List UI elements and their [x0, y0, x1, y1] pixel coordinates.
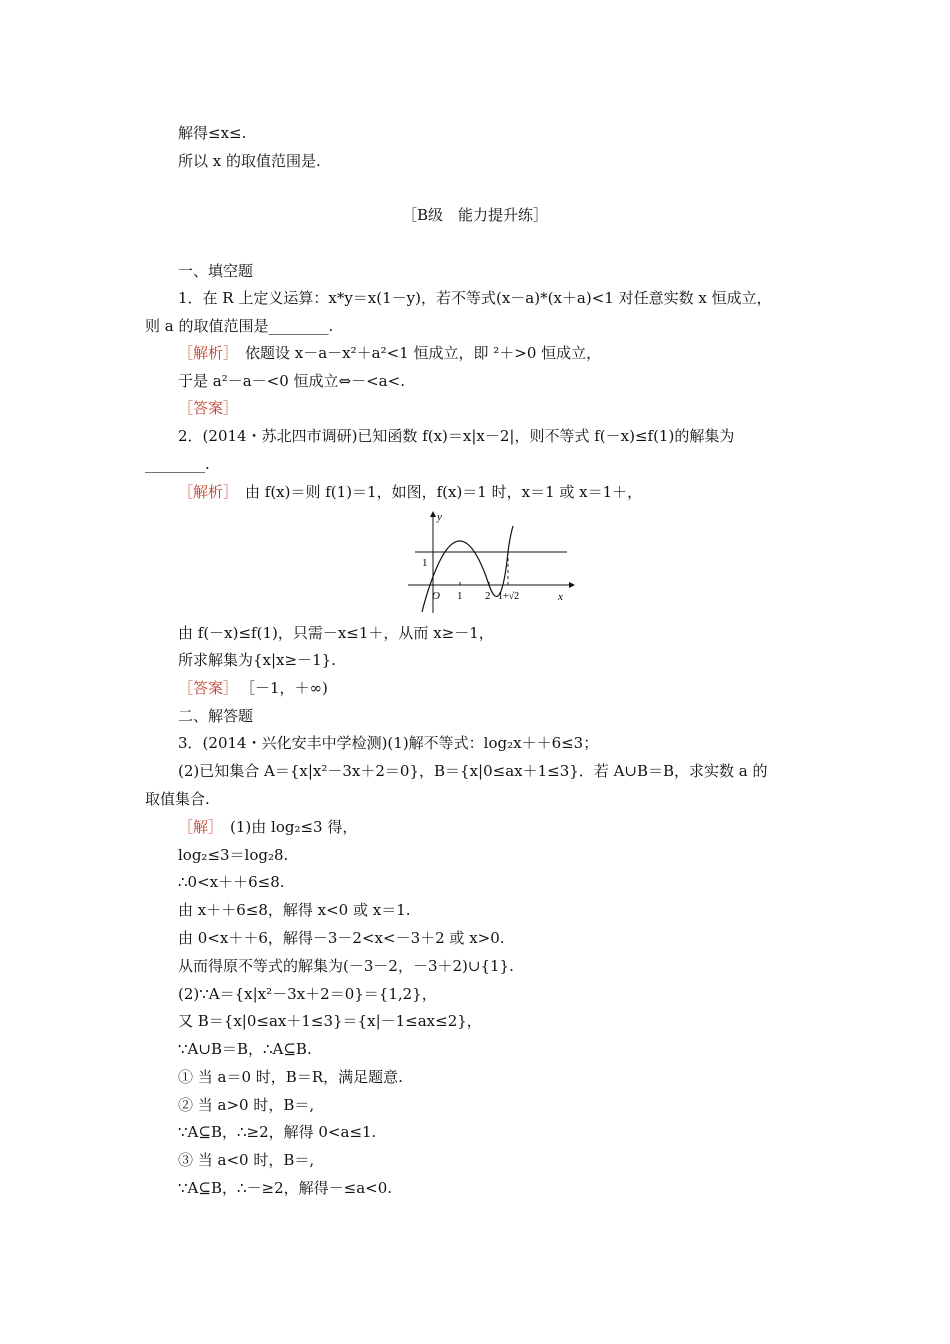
q2-analysis-text-2: 由 f(－x)≤f(1)，只需－x≤1＋，从而 x≥－1， [178, 624, 494, 642]
q2-text-cont: ________. [145, 455, 210, 473]
q3-part2-text: (2)已知集合 A＝{x|x²－3x＋2＝0}，B＝{x|0≤ax＋1≤3}．若 A∪B＝B，求实数 a 的 [178, 762, 768, 780]
q2-analysis-tag: ［解析］ [178, 483, 239, 501]
q3-solution-line-4: 由 x＋＋6≤8，解得 x<0 或 x＝1. [178, 901, 411, 919]
q3-solution-line-13: ③ 当 a<0 时，B＝, [178, 1151, 315, 1169]
line-solve-result: 解得≤x≤. [178, 124, 247, 142]
q3-solution-line-9: ∵A∪B＝B，∴A⊆B. [178, 1040, 312, 1058]
q1-text: 1．在 R 上定义运算：x*y＝x(1－y)，若不等式(x－a)*(x＋a)<1 对任意实数 x 恒成立， [178, 289, 772, 307]
q1-text-cont: 则 a 的取值范围是________. [145, 317, 334, 335]
q2-analysis-text-3: 所求解集为{x|x≥－1}. [178, 651, 336, 669]
q3-solution-line-3: ∴0<x＋＋6≤8. [178, 873, 285, 891]
q3-solution-line-10: ① 当 a＝0 时，B＝R，满足题意. [178, 1068, 403, 1086]
q2-text: 2．(2014・苏北四市调研)已知函数 f(x)＝x|x－2|，则不等式 f(－x)≤f(1)的解集为 [178, 427, 735, 445]
q1-answer-tag: ［答案］ [178, 399, 239, 417]
q1-analysis-tag: ［解析］ [178, 344, 239, 362]
graph-y-label: y [437, 511, 442, 523]
q3-solution-line-14: ∵A⊆B，∴－≥2，解得－≤a<0. [178, 1179, 393, 1197]
q3-solution-line-1: (1)由 log₂≤3 得， [230, 818, 358, 836]
graph-origin-label: O [432, 590, 440, 602]
graph-x-label: x [558, 591, 563, 603]
q3-solution-line-8: 又 B＝{x|0≤ax＋1≤3}＝{x|－1≤ax≤2}， [178, 1012, 482, 1030]
graph-y-tick-1: 1 [422, 557, 428, 569]
q3-part2-text-cont: 取值集合. [145, 790, 210, 808]
q3-part1-text: 3．(2014・兴化安丰中学检测)(1)解不等式：log₂x＋＋6≤3； [178, 734, 599, 752]
q3-solution-line-5: 由 0<x＋＋6，解得－3－2<x<－3＋2 或 x>0. [178, 929, 505, 947]
q3-solution-line-7: (2)∵A＝{x|x²－3x＋2＝0}＝{1,2}， [178, 985, 437, 1003]
heading-fill-in: 一、填空题 [178, 262, 254, 280]
heading-solve: 二、解答题 [178, 707, 254, 725]
q3-solution-line-11: ② 当 a>0 时，B＝, [178, 1096, 315, 1114]
q3-solution-line-6: 从而得原不等式的解集为(－3－2，－3＋2)∪{1}. [178, 957, 514, 975]
q1-analysis-text: 依题设 x－a－x²＋a²<1 恒成立，即 ²＋>0 恒成立， [245, 344, 602, 362]
q2-analysis-text: 由 f(x)＝则 f(1)＝1，如图，f(x)＝1 时，x＝1 或 x＝1＋， [245, 483, 643, 501]
q1-analysis-text-2: 于是 a²－a－<0 恒成立⇔－<a<. [178, 372, 405, 390]
q3-solution-tag: ［解］ [178, 818, 224, 836]
function-graph [405, 508, 575, 618]
graph-x-tick-3: 1+√2 [498, 591, 520, 602]
q3-solution-line-12: ∵A⊆B，∴≥2，解得 0<a≤1. [178, 1123, 377, 1141]
section-title-b-level: ［B级 能力提升练］ [401, 206, 549, 224]
q3-solution-line-2: log₂≤3＝log₂8. [178, 846, 289, 864]
line-range-conclusion: 所以 x 的取值范围是. [178, 152, 321, 170]
graph-x-tick-2: 2 [485, 590, 491, 602]
q2-answer-value: ［－1，＋∞) [240, 679, 328, 697]
graph-x-tick-1: 1 [457, 590, 463, 602]
q2-answer-tag: ［答案］ [178, 679, 239, 697]
